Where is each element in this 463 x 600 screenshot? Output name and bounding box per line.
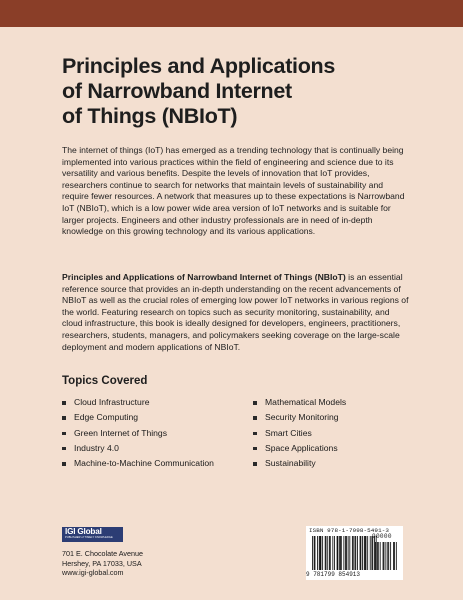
barcode-bar xyxy=(339,536,340,570)
barcode-bar xyxy=(348,536,349,570)
bullet-icon xyxy=(62,416,66,420)
barcode-bar xyxy=(346,536,347,570)
description-paragraph-1: The internet of things (IoT) has emerged as a trending technology that is continually being implemented into various practices within the field of engineering and science due to its versatility and various benefits. Despite the levels of innovation that IoT provides, researchers continue to search for networks that maintain levels of sustainability and require fewer resources. A network that measures up to these expectations is Narrowband IoT (NBIoT), which is a low power wide area version of IoT networks and is suitable for larger projects. Engineers and other industry professionals are in need of in-depth knowledge on this growing technology and its various applications. xyxy=(62,145,405,237)
barcode-bar xyxy=(337,536,338,570)
barcode-bar xyxy=(349,536,350,570)
topic-label: Smart Cities xyxy=(265,427,312,438)
bullet-icon xyxy=(253,416,257,420)
title-line-1: Principles and Applications xyxy=(62,54,336,78)
topic-label: Industry 4.0 xyxy=(74,442,119,453)
bullet-icon xyxy=(253,447,257,451)
barcode-bar xyxy=(366,536,367,570)
barcode-addon-bar xyxy=(393,542,394,570)
barcode-addon-bar xyxy=(396,542,397,570)
barcode-digits: 9 781799 854913 xyxy=(306,571,361,578)
topic-item xyxy=(253,426,346,441)
barcode-bar xyxy=(355,536,356,570)
barcode-bar xyxy=(322,536,323,570)
bullet-icon xyxy=(253,401,257,405)
address-line-2: Hershey, PA 17033, USA xyxy=(62,558,142,568)
barcode-addon-bar xyxy=(375,542,376,570)
topic-item xyxy=(62,395,214,410)
topic-label: Sustainability xyxy=(265,458,316,469)
topics-list-left xyxy=(62,395,214,471)
barcode-addon-bar xyxy=(384,542,385,570)
topic-item xyxy=(253,395,346,410)
paragraph-2-bold-title: Principles and Applications of Narrowband Internet of Things (NBIoT) xyxy=(62,272,346,282)
barcode-bar xyxy=(319,536,320,570)
barcode-bar xyxy=(364,536,365,570)
logo-tagline: PUBLISHER of TIMELY KNOWLEDGE xyxy=(65,536,113,539)
topic-item xyxy=(253,410,346,425)
logo-brand-text: IGI Global xyxy=(65,527,102,536)
barcode-bar xyxy=(345,536,346,570)
topics-list-right xyxy=(253,395,346,471)
barcode-bar xyxy=(329,536,330,570)
topic-item xyxy=(253,456,346,471)
barcode-bar xyxy=(353,536,354,570)
topic-label: Edge Computing xyxy=(74,412,139,423)
publisher-address xyxy=(62,549,143,578)
barcode-bar xyxy=(327,536,328,570)
topic-label: Machine-to-Machine Communication xyxy=(74,458,214,469)
address-website: www.igi-global.com xyxy=(62,568,124,577)
bullet-icon xyxy=(253,462,257,466)
barcode-bar xyxy=(325,536,326,570)
barcode-bar xyxy=(326,536,327,570)
barcode-bar xyxy=(372,536,373,570)
barcode-bar xyxy=(352,536,353,570)
barcode-addon-bar xyxy=(387,542,388,570)
barcode-bar xyxy=(340,536,341,570)
barcode-bar xyxy=(357,536,358,570)
barcode-bar xyxy=(367,536,368,570)
barcode-addon-bar xyxy=(390,542,391,570)
paragraph-2-text: is an essential reference source that provides an in-depth understanding on the recent advancements of NBIoT as well as the crucial roles of emerging low power IoT networks in various regions of the world. Featuring research on topics such as security monitoring, sustainability, and cloud infrastructure, this book is ideally designed for developers, engineers, practitioners, researchers, students, managers, and policymakers seeking coverage on the large-scale deployment and modern applications of NBIoT. xyxy=(62,272,409,352)
barcode-bar xyxy=(334,536,335,570)
topic-label: Space Applications xyxy=(265,442,338,453)
price-code: 90000 xyxy=(372,533,392,540)
igi-global-logo xyxy=(62,527,123,542)
barcode-addon-bar xyxy=(383,542,384,570)
barcode-bar xyxy=(332,536,333,570)
barcode-bar xyxy=(360,536,361,570)
topic-item xyxy=(62,426,214,441)
barcode-bar xyxy=(330,536,331,570)
isbn-label: ISBN 978-1-7998-5491-3 xyxy=(309,527,389,534)
bullet-icon xyxy=(62,462,66,466)
book-title xyxy=(62,54,402,129)
barcode-bar xyxy=(321,536,322,570)
topic-label: Security Monitoring xyxy=(265,412,339,423)
description-paragraph-2 xyxy=(62,272,410,353)
barcode-bar xyxy=(317,536,318,570)
barcode-bar xyxy=(320,536,321,570)
topic-label: Green Internet of Things xyxy=(74,427,167,438)
barcode-addon-bar xyxy=(394,542,395,570)
barcode-addon-bar xyxy=(377,542,378,570)
barcode-bar xyxy=(360,536,361,570)
topic-label: Mathematical Models xyxy=(265,397,347,407)
barcode-bar xyxy=(376,536,377,570)
barcode-bar xyxy=(338,536,339,570)
topic-item xyxy=(253,441,346,456)
barcode-bar xyxy=(341,536,342,570)
barcode-bar xyxy=(312,536,313,570)
title-line-2: of Narrowband Internet xyxy=(62,79,292,103)
topics-heading: Topics Covered xyxy=(62,375,148,387)
barcode-addon-bar xyxy=(385,542,386,570)
topic-label: Cloud Infrastructure xyxy=(74,397,150,407)
title-line-3: of Things (NBIoT) xyxy=(62,104,238,128)
top-color-band xyxy=(0,0,463,27)
barcode-bar xyxy=(343,536,344,570)
bullet-icon xyxy=(62,432,66,436)
topic-item xyxy=(62,410,214,425)
barcode-bar xyxy=(365,536,366,570)
barcode-bar xyxy=(374,536,375,570)
barcode-bar xyxy=(355,536,356,570)
barcode-addon-bar xyxy=(388,542,389,570)
barcode-addon-bar xyxy=(380,542,381,570)
bullet-icon xyxy=(253,432,257,436)
barcode-bar xyxy=(370,536,371,570)
barcode-bar xyxy=(372,536,373,570)
address-line-1: 701 E. Chocolate Avenue xyxy=(62,549,143,558)
topic-item xyxy=(62,456,214,471)
barcode-bar xyxy=(314,536,315,570)
bullet-icon xyxy=(62,401,66,405)
barcode-addon-bar xyxy=(378,542,379,570)
barcode-bar xyxy=(362,536,363,570)
topic-item xyxy=(62,441,214,456)
bullet-icon xyxy=(62,447,66,451)
barcode-icon xyxy=(309,534,401,571)
barcode-bar xyxy=(315,536,316,570)
